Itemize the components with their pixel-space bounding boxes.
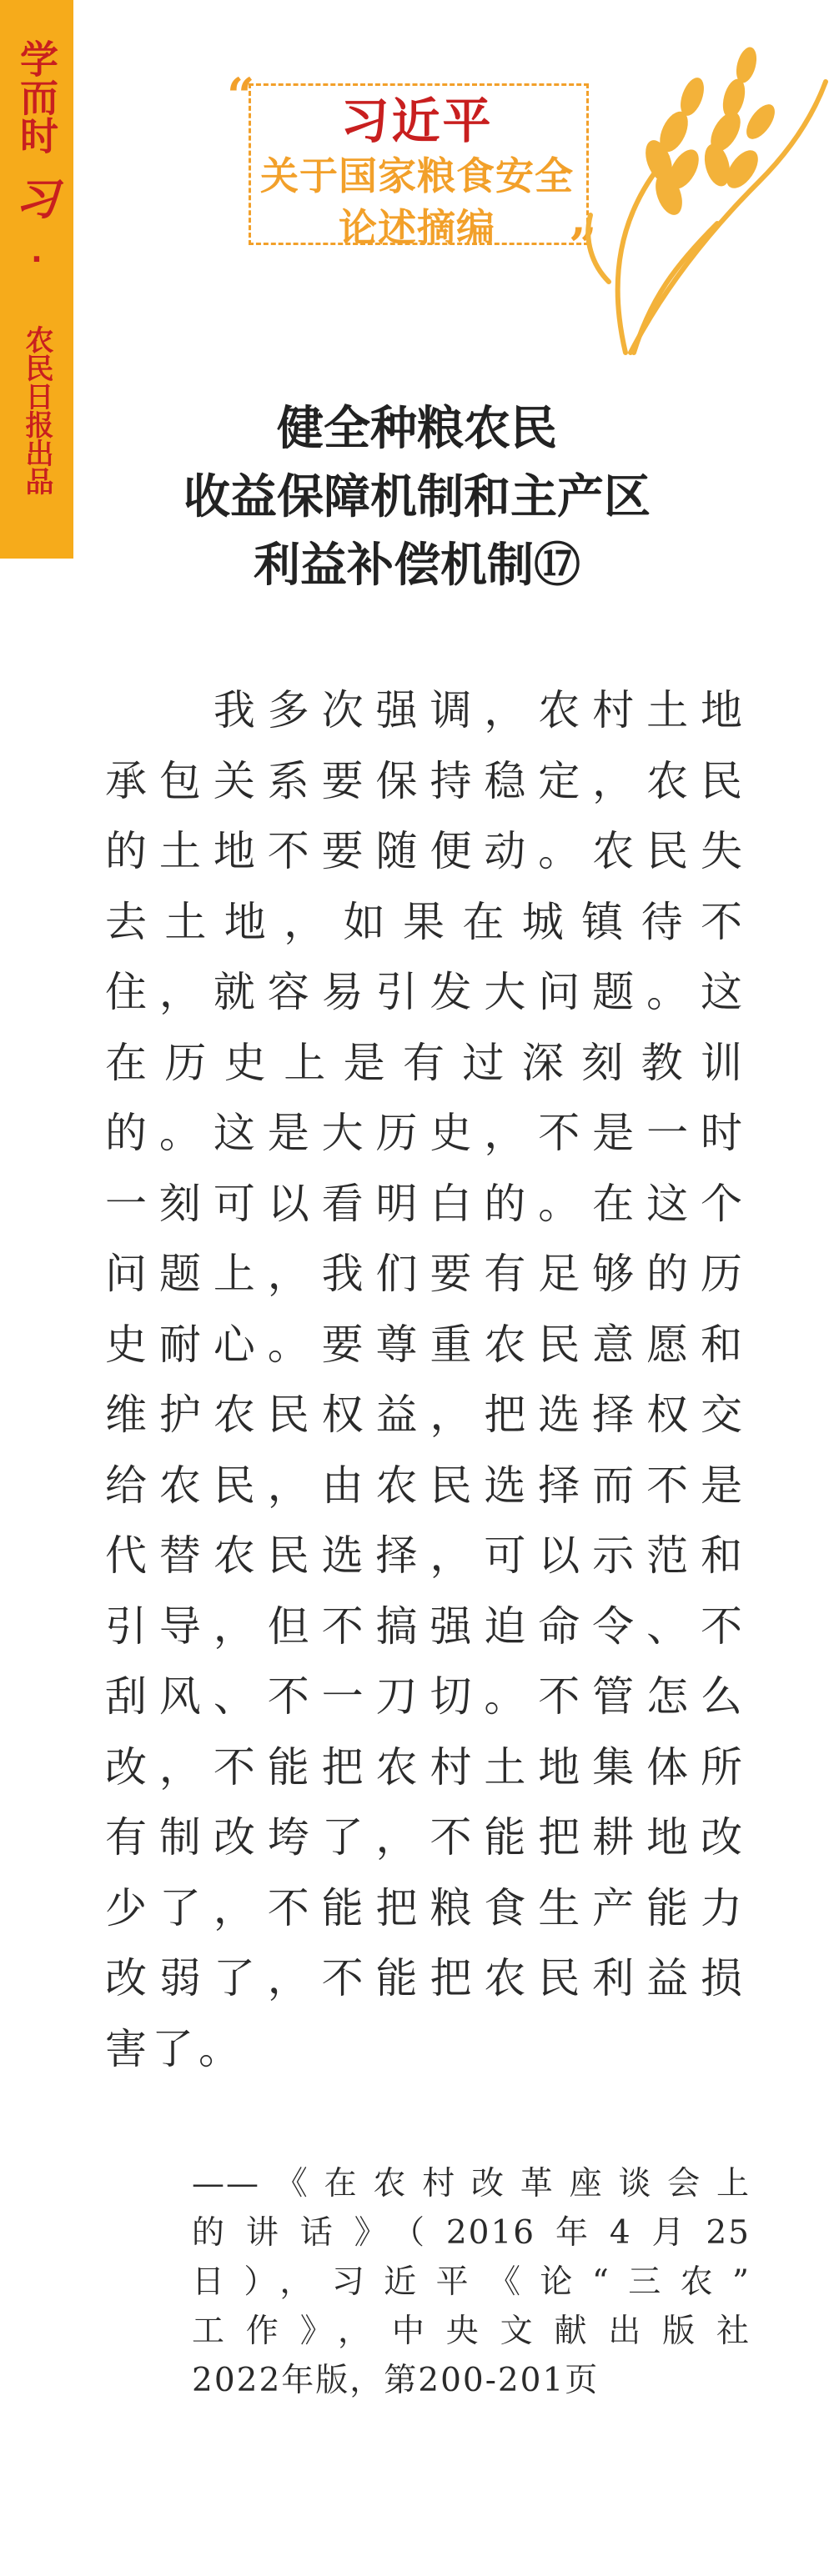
article-title-line: 健全种粮农民 (277, 402, 557, 456)
text-line: 住，就容易引发大问题。这 (105, 968, 747, 1016)
text-line: 一刻可以看明白的。在这个 (105, 1179, 747, 1228)
text-line: 改，不能把农村土地集体所 (105, 1742, 747, 1792)
article-title-line: 收益保障机制和主产区 (183, 470, 651, 524)
article-body (105, 675, 747, 2084)
open-quote-mark: “ (227, 68, 255, 124)
text-line: 去土地，如果在城镇待不 (105, 897, 747, 946)
text-line: 在历史上是有过深刻教训 (105, 1038, 747, 1087)
wheat-icon (575, 32, 834, 357)
text-line: 承包关系要保持稳定，农民 (105, 756, 747, 805)
close-quote-mark: ” (569, 218, 597, 274)
series-author: 习近平 (340, 93, 494, 149)
text-line: 史耐心。要尊重农民意愿和 (105, 1320, 747, 1369)
text-line: 的土地不要随便动。农民失 (105, 827, 747, 875)
text-line: 改弱了，不能把农民利益损 (105, 1954, 747, 2002)
text-line: 维护农民权益，把选择权交 (105, 1391, 747, 1439)
series-type: 论述摘编 (339, 205, 495, 250)
text-line: ——《在农村改革座谈会上 (192, 2165, 751, 2203)
text-line: 的讲话》（2016年4月25 (192, 2214, 751, 2252)
tab-xi-character: 习 (14, 175, 58, 225)
text-line: 我多次强调，农村土地 (105, 686, 747, 734)
tab-publisher-text: 农民日报出品 (20, 325, 53, 495)
text-line: 害了。 (105, 2024, 245, 2073)
text-line: 日），习近平《论“三农” (192, 2263, 751, 2301)
tab-separator-dot: · (31, 243, 43, 277)
text-line: 的。这是大历史，不是一时 (105, 1109, 747, 1157)
text-line: 工作》，中央文献出版社 (192, 2313, 751, 2350)
article-source-citation (192, 2159, 751, 2405)
text-line: 代替农民选择，可以示范和 (105, 1531, 747, 1580)
text-line: 问题上，我们要有足够的历 (105, 1250, 747, 1298)
text-line: 2022年版，第200-201页 (192, 2362, 600, 2399)
text-line: 少了，不能把粮食生产能力 (105, 1883, 747, 1932)
text-line: 引导，但不搞强迫命令、不 (105, 1601, 747, 1651)
article-title-line: 利益补偿机制⑰ (254, 539, 580, 593)
tab-brand-text: 学而时 (14, 39, 59, 154)
text-line: 有制改垮了，不能把耕地改 (105, 1813, 747, 1862)
series-topic: 关于国家粮食安全 (260, 153, 574, 198)
text-line: 刮风、不一刀切。不管怎么 (105, 1672, 747, 1721)
text-line: 给农民，由农民选择而不是 (105, 1461, 747, 1510)
